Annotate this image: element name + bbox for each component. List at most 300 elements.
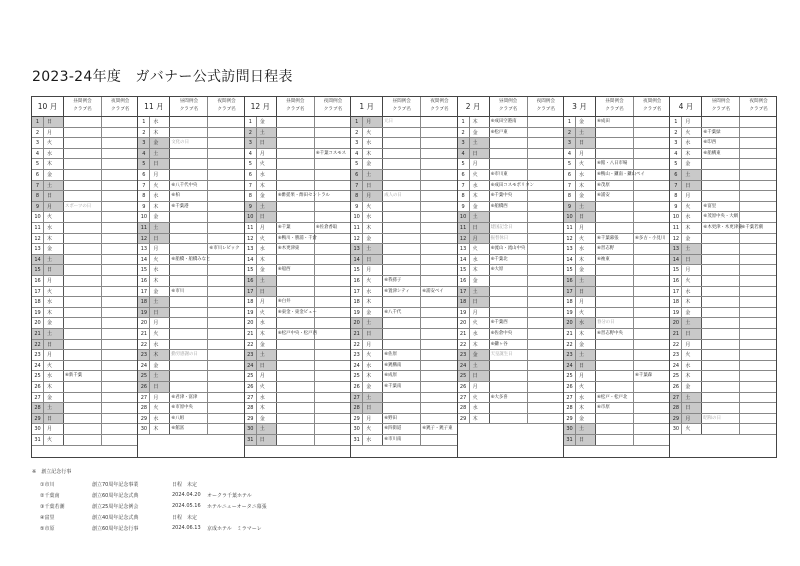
night-club-visit	[421, 149, 457, 159]
day-row	[458, 244, 563, 255]
weekday: 金	[682, 234, 702, 244]
day-number: 22	[138, 340, 150, 350]
day-club-visit: ⑥鎌ヶ谷	[490, 340, 528, 350]
day-row	[458, 276, 563, 287]
night-club-visit	[102, 128, 138, 138]
weekday: 月	[576, 297, 596, 307]
day-row	[32, 244, 137, 255]
weekday: 金	[44, 318, 64, 328]
day-row	[458, 138, 563, 149]
night-club-visit	[315, 424, 351, 434]
note-event: 創立70周年記念事業	[92, 482, 139, 488]
day-row	[32, 435, 137, 446]
day-number: 15	[245, 265, 257, 275]
day-club-visit	[64, 435, 102, 445]
day-row	[458, 329, 563, 340]
day-club-visit	[596, 424, 634, 434]
month-header	[670, 97, 775, 117]
day-row	[245, 329, 350, 340]
day-row	[670, 244, 775, 255]
night-club-visit	[102, 159, 138, 169]
day-club-visit	[383, 318, 421, 328]
day-row	[138, 382, 243, 393]
day-number: 11	[458, 223, 470, 233]
weekday: 月	[470, 382, 490, 392]
day-row	[564, 287, 669, 298]
weekday: 金	[682, 382, 702, 392]
day-row	[351, 435, 456, 446]
weekday: 月	[682, 191, 702, 201]
day-number: 16	[138, 276, 150, 286]
day-club-visit	[596, 212, 634, 222]
day-club-visit	[277, 287, 315, 297]
night-club-visit	[102, 223, 138, 233]
day-number: 27	[670, 393, 682, 403]
night-club-visit	[315, 170, 351, 180]
day-row	[458, 265, 563, 276]
weekday: 金	[257, 117, 277, 127]
note-club: ①市川	[40, 482, 55, 488]
day-row	[670, 424, 775, 435]
night-club-visit	[102, 170, 138, 180]
night-club-visit	[421, 223, 457, 233]
day-number: 8	[564, 191, 576, 201]
night-club-visit	[421, 159, 457, 169]
notes-heading: ※ 創立記念行事	[32, 469, 72, 475]
night-club-visit	[315, 308, 351, 318]
day-number: 25	[351, 371, 363, 381]
day-row	[670, 287, 775, 298]
day-meeting-header: 昼間例会 クラブ名	[383, 97, 421, 116]
day-club-visit	[64, 117, 102, 127]
day-number: 27	[351, 393, 363, 403]
day-club-visit	[277, 414, 315, 424]
weekday: 水	[576, 244, 596, 254]
night-club-visit	[634, 329, 670, 339]
day-row	[32, 403, 137, 414]
day-number: 17	[458, 287, 470, 297]
day-number: 6	[670, 170, 682, 180]
day-number: 11	[670, 223, 682, 233]
weekday: 火	[363, 276, 383, 286]
weekday: 水	[150, 117, 170, 127]
weekday: 金	[470, 276, 490, 286]
day-club-visit	[64, 191, 102, 201]
night-club-visit	[528, 329, 564, 339]
day-club-visit	[702, 297, 740, 307]
day-number: 24	[138, 361, 150, 371]
night-club-visit	[208, 128, 244, 138]
day-number: 22	[32, 340, 44, 350]
weekday: 水	[257, 170, 277, 180]
day-number: 15	[564, 265, 576, 275]
day-number: 16	[564, 276, 576, 286]
night-meeting-header: 夜間例会 クラブ名	[536, 99, 555, 112]
weekday: 土	[363, 393, 383, 403]
day-number: 12	[458, 234, 470, 244]
day-number: 5	[458, 159, 470, 169]
night-club-visit	[528, 128, 564, 138]
day-club-visit	[596, 223, 634, 233]
weekday: 火	[257, 159, 277, 169]
day-club-visit	[383, 297, 421, 307]
day-club-visit	[702, 340, 740, 350]
night-club-visit	[315, 297, 351, 307]
note-date: 日程 未定	[172, 515, 198, 521]
night-club-visit	[740, 117, 776, 127]
night-club-visit	[528, 414, 564, 424]
weekday: 金	[150, 361, 170, 371]
day-row	[245, 234, 350, 245]
day-number: 12	[245, 234, 257, 244]
day-number: 28	[670, 403, 682, 413]
day-row	[245, 223, 350, 234]
day-club-visit	[277, 202, 315, 212]
day-club-visit	[277, 128, 315, 138]
day-row	[458, 297, 563, 308]
day-number: 18	[245, 297, 257, 307]
day-row	[458, 234, 563, 245]
day-number: 27	[138, 393, 150, 403]
weekday: 月	[44, 202, 64, 212]
day-club-visit	[383, 138, 421, 148]
day-row	[245, 350, 350, 361]
day-row	[138, 393, 243, 404]
day-number: 2	[32, 128, 44, 138]
day-row	[458, 255, 563, 266]
night-club-visit	[315, 128, 351, 138]
day-club-visit: ⑥千葉幕張	[596, 234, 634, 244]
night-club-visit	[421, 361, 457, 371]
day-row	[670, 276, 775, 287]
day-meeting-header: 昼間例会 クラブ名	[490, 97, 528, 116]
night-club-visit	[315, 234, 351, 244]
weekday: 土	[44, 329, 64, 339]
night-club-visit	[315, 340, 351, 350]
day-club-visit	[490, 361, 528, 371]
day-club-visit	[490, 382, 528, 392]
day-club-visit: ⑥成田	[596, 117, 634, 127]
weekday: 土	[257, 276, 277, 286]
night-club-visit	[740, 276, 776, 286]
day-club-visit: ⑥流山・流山中央	[490, 244, 528, 254]
weekday: 水	[150, 265, 170, 275]
weekday: 火	[470, 318, 490, 328]
day-club-visit	[702, 350, 740, 360]
weekday: 木	[150, 202, 170, 212]
day-club-visit: ⑥浦安	[596, 191, 634, 201]
day-club-visit	[64, 223, 102, 233]
day-club-visit: ⑥大多喜	[490, 393, 528, 403]
weekday: 火	[44, 287, 64, 297]
day-club-visit	[383, 202, 421, 212]
night-club-visit	[208, 414, 244, 424]
night-club-visit	[528, 318, 564, 328]
day-number: 22	[670, 340, 682, 350]
day-number: 9	[138, 202, 150, 212]
day-number: 17	[564, 287, 576, 297]
day-row	[458, 181, 563, 192]
weekday: 月	[682, 340, 702, 350]
day-row	[458, 128, 563, 139]
day-row	[670, 234, 775, 245]
night-club-visit	[740, 393, 776, 403]
day-meeting-header: 昼間例会 クラブ名	[64, 97, 102, 116]
day-row	[245, 138, 350, 149]
night-club-visit: ⑥浦安ベイ	[422, 288, 444, 294]
day-club-visit	[277, 117, 315, 127]
weekday: 日	[150, 234, 170, 244]
night-club-visit	[634, 212, 670, 222]
month-header	[564, 97, 669, 117]
weekday: 月	[44, 350, 64, 360]
weekday: 月	[682, 117, 702, 127]
night-club-visit	[315, 371, 351, 381]
day-row	[245, 340, 350, 351]
weekday: 月	[470, 308, 490, 318]
day-number: 2	[458, 128, 470, 138]
day-row	[245, 371, 350, 382]
weekday: 火	[257, 308, 277, 318]
weekday: 日	[470, 297, 490, 307]
day-number: 26	[138, 382, 150, 392]
night-club-visit	[528, 255, 564, 265]
day-number: 17	[351, 287, 363, 297]
day-club-visit	[596, 350, 634, 360]
weekday: 火	[363, 424, 383, 434]
day-club-visit: ⑥松戸東	[490, 128, 528, 138]
night-club-visit	[315, 191, 351, 201]
day-club-visit	[490, 414, 528, 424]
day-number: 18	[351, 297, 363, 307]
night-club-visit	[634, 244, 670, 254]
weekday: 木	[150, 128, 170, 138]
day-number: 7	[351, 181, 363, 191]
day-club-visit: ⑥木更津東	[277, 244, 315, 254]
night-club-visit	[740, 138, 776, 148]
day-number: 8	[32, 191, 44, 201]
weekday: 火	[44, 138, 64, 148]
day-row	[138, 255, 243, 266]
weekday: 金	[470, 128, 490, 138]
day-club-visit	[64, 424, 102, 434]
day-row	[670, 340, 775, 351]
night-club-visit	[315, 117, 351, 127]
night-club-visit	[740, 382, 776, 392]
day-club-visit	[702, 308, 740, 318]
day-club-visit	[277, 340, 315, 350]
day-number: 19	[458, 308, 470, 318]
day-row	[351, 244, 456, 255]
day-club-visit	[490, 371, 528, 381]
night-club-visit	[740, 287, 776, 297]
day-number: 30	[670, 424, 682, 434]
day-row	[458, 350, 563, 361]
note-date: 2024.05.16	[172, 503, 201, 509]
day-row	[670, 191, 775, 202]
day-club-visit	[64, 393, 102, 403]
day-number: 19	[245, 308, 257, 318]
night-club-visit	[740, 149, 776, 159]
day-row	[32, 382, 137, 393]
night-club-visit	[528, 371, 564, 381]
night-club-visit	[634, 202, 670, 212]
day-number: 6	[138, 170, 150, 180]
day-club-visit: ⑥市川東	[490, 170, 528, 180]
weekday: 日	[44, 117, 64, 127]
day-club-visit: ⑥八組	[170, 414, 208, 424]
day-club-visit	[702, 181, 740, 191]
month-4	[669, 96, 776, 458]
note-event: 創立25周年記念例会	[92, 504, 139, 510]
note-club: ③千葉若潮	[40, 504, 65, 510]
weekday: 木	[470, 265, 490, 275]
day-number: 11	[32, 223, 44, 233]
weekday: 土	[150, 297, 170, 307]
night-club-visit	[740, 297, 776, 307]
day-club-visit	[702, 276, 740, 286]
day-club-visit	[702, 393, 740, 403]
day-club-visit	[64, 340, 102, 350]
night-club-visit	[634, 403, 670, 413]
night-club-visit	[315, 244, 351, 254]
day-club-visit	[383, 265, 421, 275]
day-number: 5	[564, 159, 576, 169]
day-club-visit	[702, 265, 740, 275]
weekday: 土	[150, 223, 170, 233]
weekday: 木	[150, 424, 170, 434]
weekday: 日	[682, 329, 702, 339]
night-club-visit	[634, 297, 670, 307]
weekday: 木	[363, 223, 383, 233]
day-row	[138, 350, 243, 361]
weekday: 火	[682, 202, 702, 212]
day-number: 5	[138, 159, 150, 169]
night-club-visit	[421, 170, 457, 180]
day-row	[32, 424, 137, 435]
day-row	[564, 329, 669, 340]
day-number: 2	[564, 128, 576, 138]
day-club-visit	[596, 128, 634, 138]
night-club-visit	[421, 297, 457, 307]
weekday: 月	[576, 149, 596, 159]
night-club-visit	[421, 403, 457, 413]
holiday-label: 昭和の日	[702, 414, 740, 424]
day-row	[138, 191, 243, 202]
weekday: 金	[257, 414, 277, 424]
weekday: 日	[576, 287, 596, 297]
day-club-visit: ⑥成田空港南	[490, 117, 528, 127]
month-label: 3 月	[564, 97, 596, 116]
weekday: 水	[470, 329, 490, 339]
night-club-visit	[740, 308, 776, 318]
day-number: 14	[458, 255, 470, 265]
day-number: 22	[245, 340, 257, 350]
day-club-visit	[170, 276, 208, 286]
day-number: 10	[351, 212, 363, 222]
day-number: 28	[32, 403, 44, 413]
night-club-visit	[421, 212, 457, 222]
day-club-visit: ⑥成田コスモポリタン	[490, 181, 528, 191]
day-number: 7	[670, 181, 682, 191]
night-club-visit	[102, 414, 138, 424]
day-club-visit	[170, 212, 208, 222]
night-club-visit	[315, 287, 351, 297]
night-club-visit	[528, 308, 564, 318]
day-number: 15	[138, 265, 150, 275]
day-club-visit	[64, 276, 102, 286]
day-row	[32, 117, 137, 128]
night-club-visit: ⑥銚子・銚子東	[422, 426, 453, 432]
night-club-visit	[634, 382, 670, 392]
day-row	[670, 329, 775, 340]
day-row	[351, 212, 456, 223]
weekday: 水	[150, 340, 170, 350]
day-club-visit: ⑥千葉緑	[702, 128, 740, 138]
note-row	[32, 481, 198, 492]
holiday-label: 元日	[383, 117, 421, 127]
day-number: 3	[351, 138, 363, 148]
night-club-visit	[528, 191, 564, 201]
note-event: 創立60周年記念行事	[92, 526, 139, 532]
night-club-visit	[740, 318, 776, 328]
day-row	[138, 403, 243, 414]
night-club-visit	[634, 117, 670, 127]
day-club-visit	[490, 403, 528, 413]
weekday: 火	[682, 128, 702, 138]
weekday: 土	[44, 255, 64, 265]
day-row	[564, 159, 669, 170]
weekday: 火	[576, 382, 596, 392]
day-number: 11	[245, 223, 257, 233]
day-number: 22	[351, 340, 363, 350]
day-row	[32, 255, 137, 266]
weekday: 土	[44, 403, 64, 413]
month-header	[458, 97, 563, 117]
weekday: 水	[363, 138, 383, 148]
night-club-visit	[208, 149, 244, 159]
weekday: 水	[470, 255, 490, 265]
weekday: 土	[576, 350, 596, 360]
day-number: 20	[32, 318, 44, 328]
weekday: 木	[682, 371, 702, 381]
night-club-visit	[528, 181, 564, 191]
day-number: 31	[245, 435, 257, 445]
weekday: 日	[576, 361, 596, 371]
day-number: 1	[670, 117, 682, 127]
day-row	[670, 138, 775, 149]
day-number: 8	[351, 191, 363, 201]
day-number: 15	[458, 265, 470, 275]
day-number: 23	[32, 350, 44, 360]
night-club-visit	[528, 403, 564, 413]
weekday: 水	[682, 361, 702, 371]
weekday: 水	[576, 170, 596, 180]
weekday: 木	[257, 181, 277, 191]
night-club-visit	[315, 329, 351, 339]
night-club-visit	[528, 234, 564, 244]
day-number: 23	[458, 350, 470, 360]
weekday: 水	[257, 393, 277, 403]
holiday-label: 春分の日	[596, 318, 634, 328]
weekday: 金	[44, 244, 64, 254]
night-club-visit	[102, 181, 138, 191]
day-number: 21	[32, 329, 44, 339]
weekday: 土	[257, 350, 277, 360]
day-number: 26	[458, 382, 470, 392]
day-row	[245, 276, 350, 287]
day-row	[138, 340, 243, 351]
